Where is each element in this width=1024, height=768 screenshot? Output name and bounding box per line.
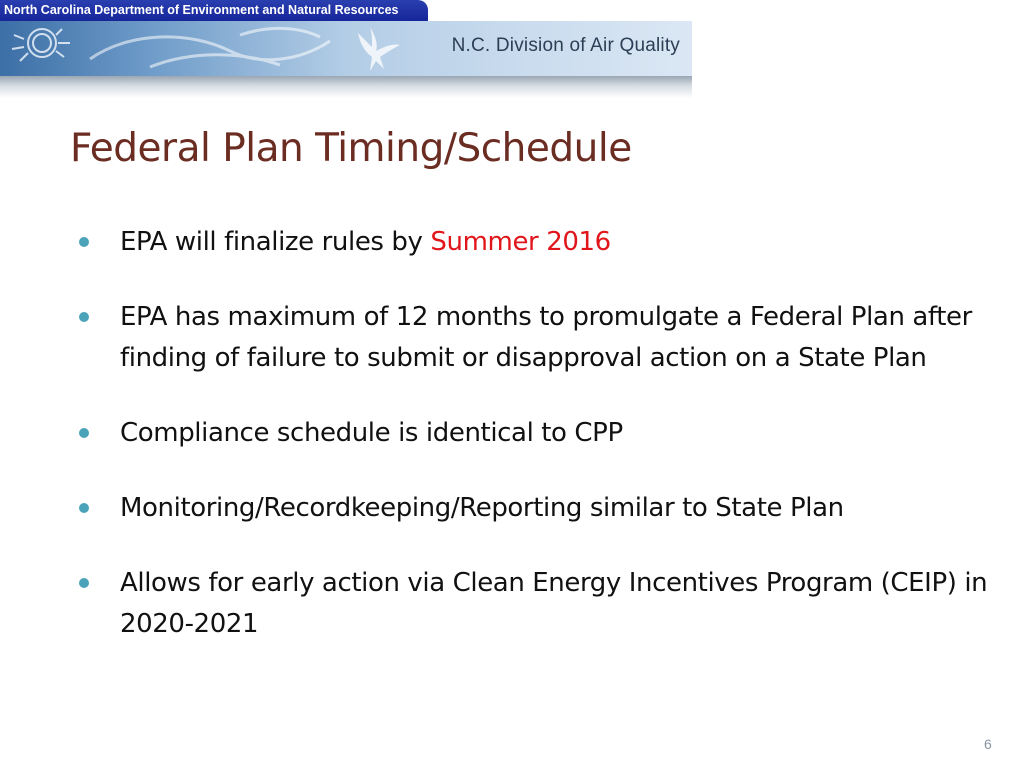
page-number: 6 [984, 736, 992, 752]
slide-title: Federal Plan Timing/Schedule [70, 126, 632, 171]
bullet-item [76, 488, 1010, 529]
bullet-list [76, 222, 1010, 645]
bullet-item [76, 222, 1010, 263]
agency-name: North Carolina Department of Environment and Natural Resources [0, 0, 428, 21]
sun-swirl-icon [12, 29, 70, 61]
bullet-text: EPA will finalize rules by [120, 227, 431, 257]
bullet-highlight: Summer 2016 [430, 227, 611, 257]
bullet-dot-icon [79, 312, 89, 322]
bullet-dot-icon [79, 503, 89, 513]
bullet-item [76, 563, 1010, 645]
bullet-dot-icon [79, 578, 89, 588]
bullet-dot-icon [79, 237, 89, 247]
bullet-item [76, 297, 1010, 379]
banner-shadow [0, 76, 692, 98]
bullet-text: EPA has maximum of 12 months to promulgate a Federal Plan after finding of failure to submit or disapproval action on a State Plan [120, 302, 972, 373]
header-banner [0, 21, 692, 76]
bird-icon [358, 27, 400, 71]
bullet-text: Compliance schedule is identical to CPP [120, 418, 623, 448]
bullet-text: Monitoring/Recordkeeping/Reporting similar to State Plan [120, 493, 844, 523]
bullet-item [76, 413, 1010, 454]
division-name: N.C. Division of Air Quality [451, 35, 680, 56]
bullet-dot-icon [79, 428, 89, 438]
bullet-text: Allows for early action via Clean Energy Incentives Program (CEIP) in 2020-2021 [120, 568, 988, 639]
